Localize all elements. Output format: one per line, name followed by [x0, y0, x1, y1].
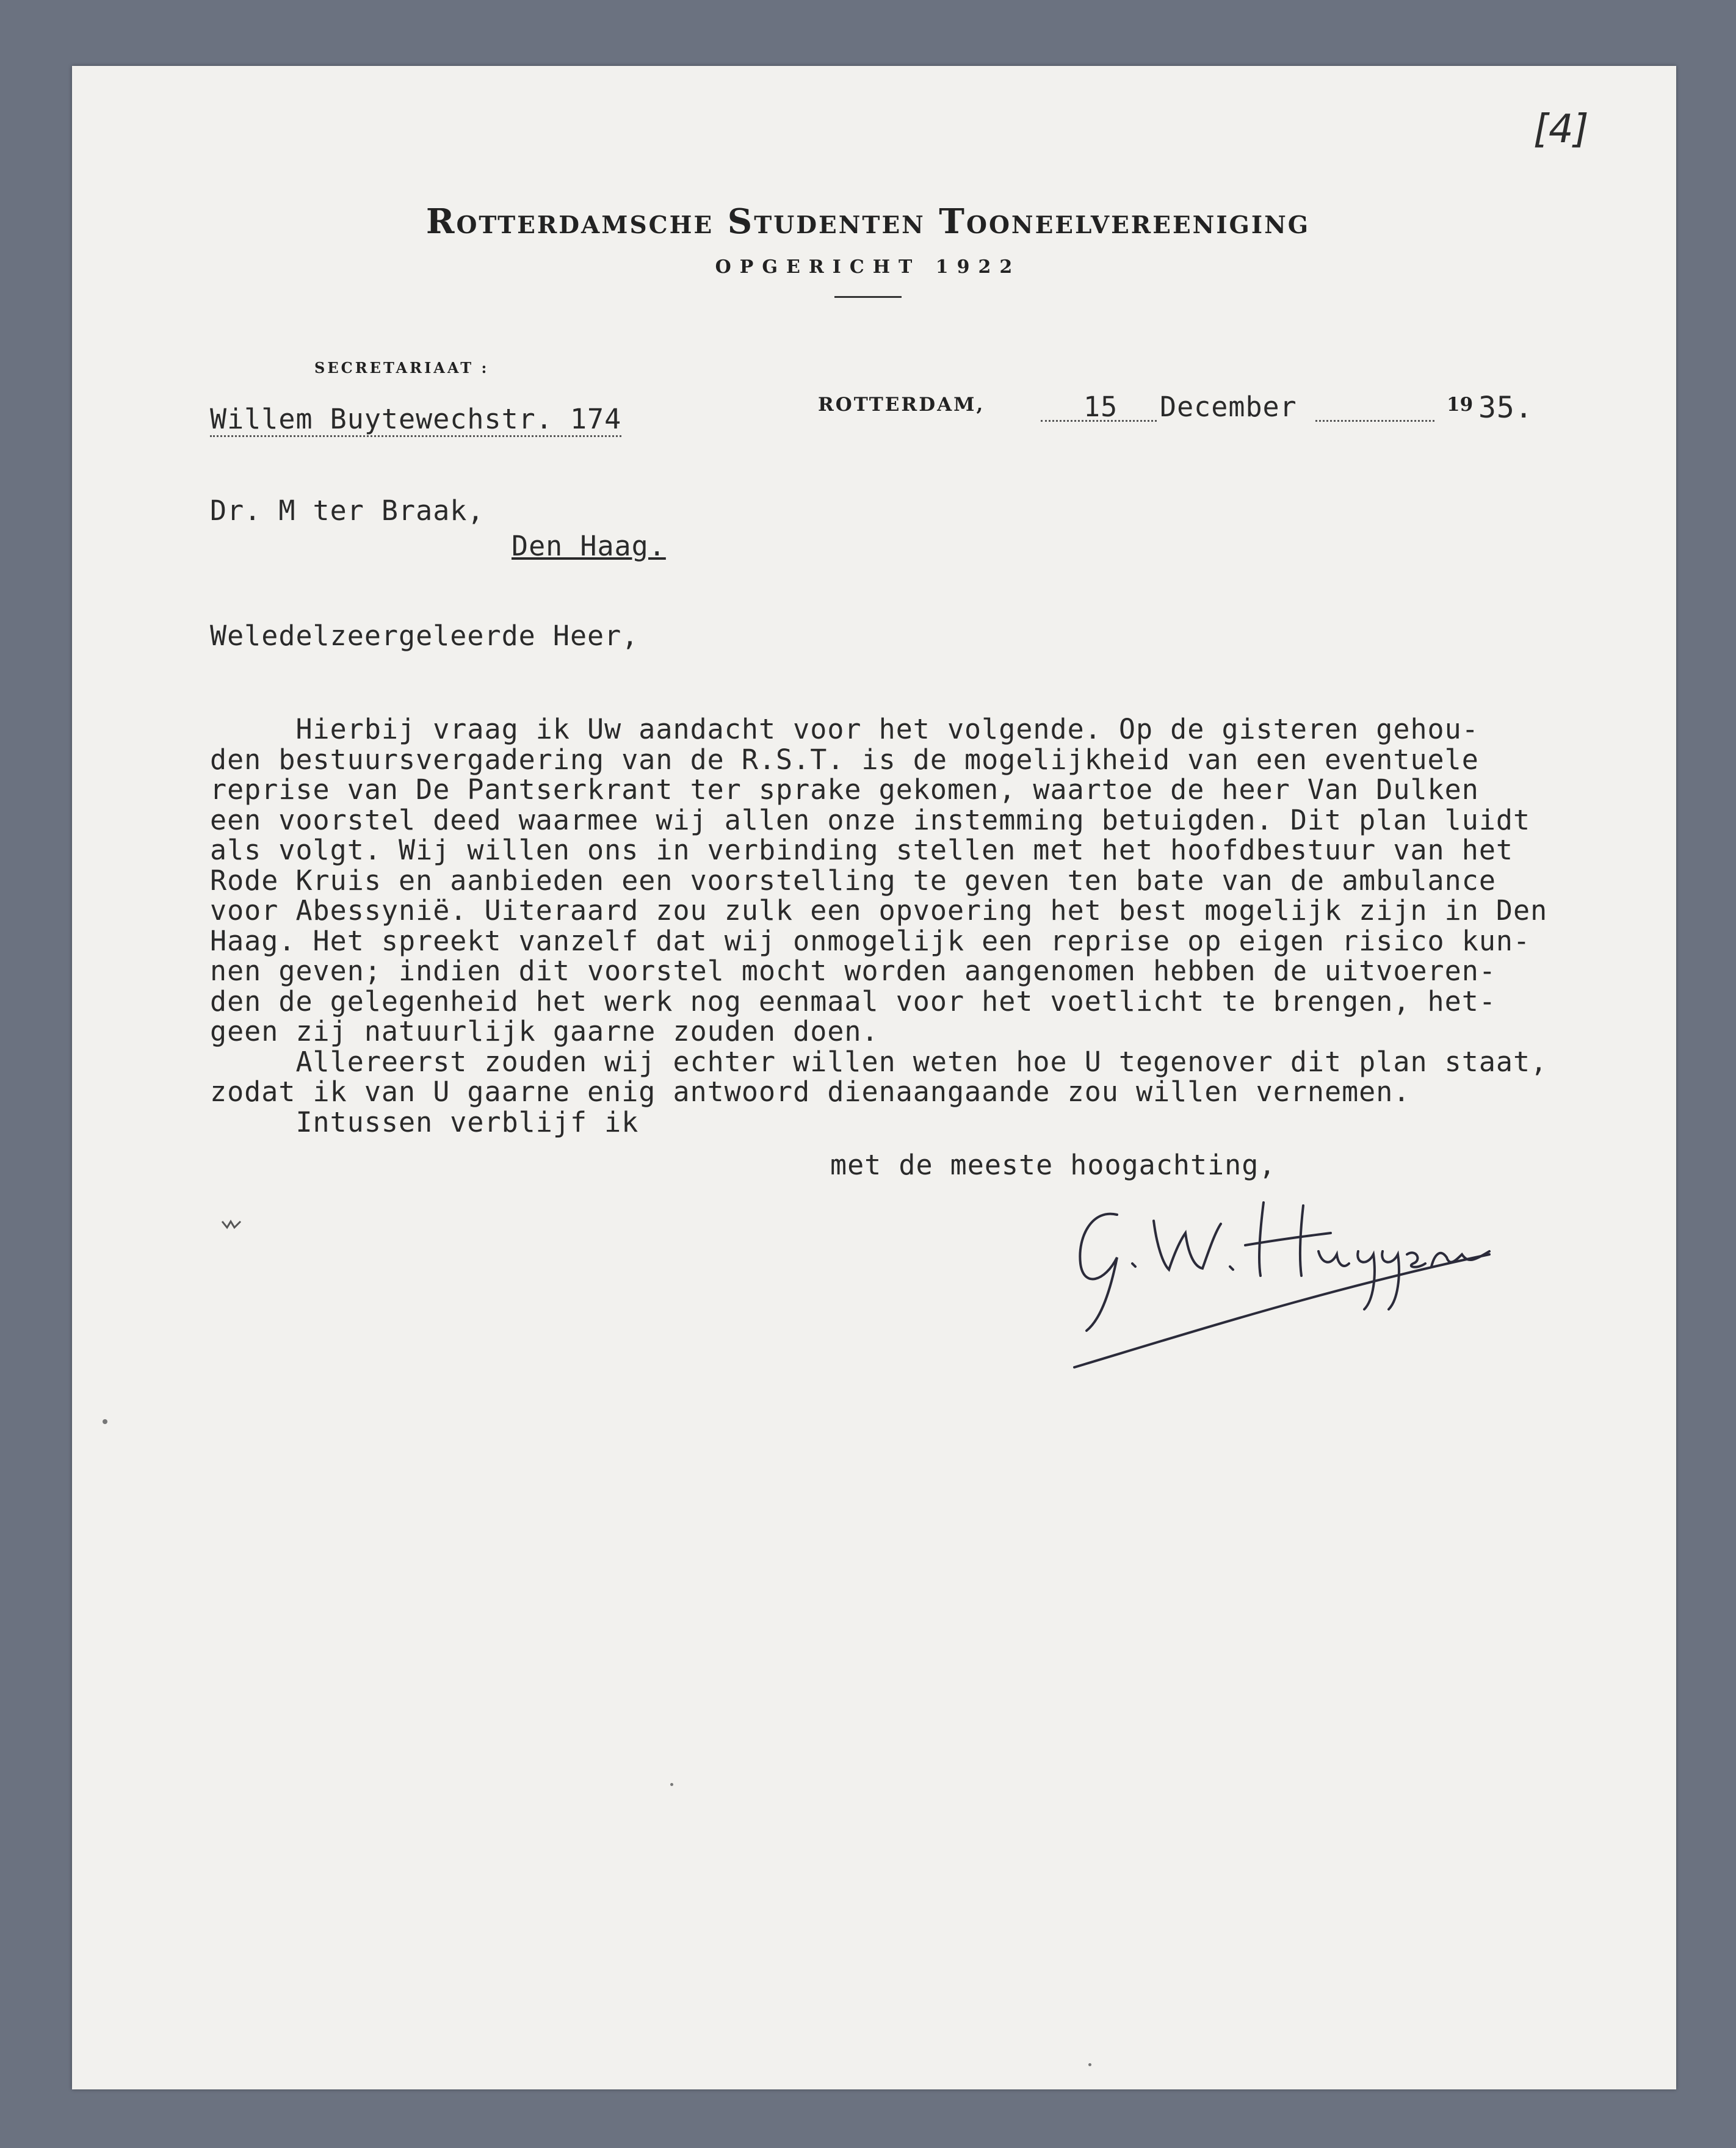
- paper-speck: [1088, 2063, 1091, 2066]
- sender-address: Willem Buytewechstr. 174: [210, 403, 621, 437]
- salutation: Weledelzeergeleerde Heer,: [210, 620, 639, 652]
- body-line: een voorstel deed waarmee wij allen onze instemming betuigden. Dit plan luidt: [210, 803, 1531, 836]
- body-line: voor Abessynië. Uiteraard zou zulk een opvoering het best mogelijk zijn in Den: [210, 894, 1548, 927]
- body-line: den bestuursvergadering van de R.S.T. is de mogelijkheid van een eventuele: [210, 743, 1479, 776]
- date-year-suffix: 35.: [1478, 391, 1533, 425]
- secretariaat-label: SECRETARIAAT :: [314, 359, 490, 377]
- handwritten-signature: [1025, 1178, 1544, 1373]
- letterhead: [0, 201, 1736, 298]
- letterhead-rule: [834, 296, 902, 298]
- date-month: December: [1160, 391, 1297, 423]
- body-line: zodat ik van U gaarne enig antwoord dienaangaande zou willen vernemen.: [210, 1076, 1411, 1108]
- body-line: Hierbij vraag ik Uw aandacht voor het volgende. Op de gisteren gehou-: [210, 713, 1479, 745]
- date-place: ROTTERDAM,: [818, 394, 985, 416]
- closing: met de meeste hoogachting,: [830, 1149, 1276, 1181]
- letterhead-title: Rotterdamsche Studenten Tooneelvereeniging: [425, 201, 1311, 242]
- archive-number: [4]: [1533, 107, 1589, 152]
- recipient-city: Den Haag.: [512, 530, 666, 562]
- small-stamp-mark: [220, 1218, 244, 1231]
- body-line: Rode Kruis en aanbieden een voorstelling te geven ten bate van de ambulance: [210, 864, 1496, 897]
- date-year-prefix: 19: [1447, 394, 1474, 416]
- body-line: geen zij natuurlijk gaarne zouden doen.: [210, 1015, 879, 1047]
- recipient-name: Dr. M ter Braak,: [210, 494, 485, 527]
- body-line: reprise van De Pantserkrant ter sprake gekomen, waartoe de heer Van Dulken: [210, 773, 1479, 806]
- paper-speck: [670, 1783, 673, 1786]
- letterhead-subtitle: OPGERICHT 1922: [715, 256, 1021, 278]
- body-line: den de gelegenheid het werk nog eenmaal voor het voetlicht te brengen, het-: [210, 985, 1496, 1018]
- body-line: Intussen verblijf ik: [210, 1105, 639, 1138]
- paper-speck: [103, 1419, 107, 1424]
- body-line: nen geven; indien dit voorstel mocht worden aangenomen hebben de uitvoeren-: [210, 955, 1496, 987]
- date-day: 15: [1083, 391, 1118, 423]
- body-line: Haag. Het spreekt vanzelf dat wij onmogelijk een reprise op eigen risico kun-: [210, 924, 1531, 957]
- body-line: als volgt. Wij willen ons in verbinding stellen met het hoofdbestuur van het: [210, 834, 1514, 866]
- letter-body: [210, 714, 1675, 1137]
- body-line: Allereerst zouden wij echter willen weten hoe U tegenover dit plan staat,: [210, 1045, 1548, 1078]
- date-dotted-line: [1315, 420, 1434, 422]
